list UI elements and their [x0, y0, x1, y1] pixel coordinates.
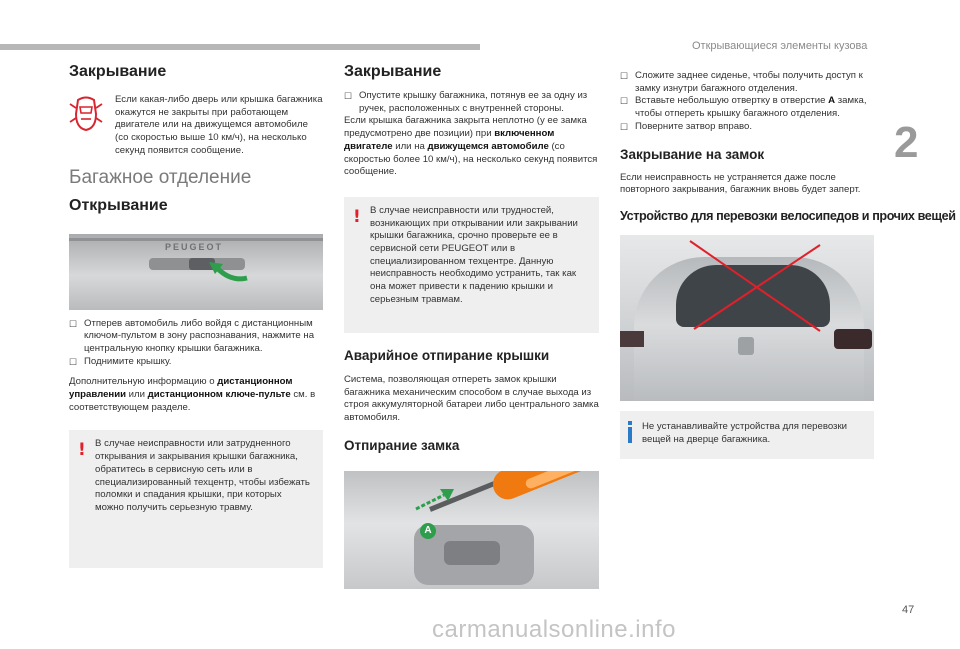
list-item: ☐ Опустите крышку багажника, потянув ее за одну из ручек, расположенных с внутренней стороны. [344, 90, 588, 114]
section-title: Открывающиеся элементы кузова [692, 40, 868, 52]
info-icon [628, 421, 632, 443]
page-number: 47 [902, 604, 915, 616]
emergency-heading: Аварийное отпирание крышки [344, 347, 550, 363]
warning-icon: ! [353, 206, 361, 227]
list-item: ☐ Поверните затвор вправо. [620, 120, 753, 132]
info-text: Не устанавливайте устройства для перевозки вещей на дверце багажника. [642, 420, 847, 445]
column-right [620, 70, 956, 459]
checkbox-bullet-icon: ☐ [620, 121, 629, 132]
label-a-badge: A [420, 523, 436, 539]
warning-box [69, 430, 323, 568]
trunk-heading: Багажное отделение [69, 166, 252, 188]
chapter-number: 2 [894, 118, 919, 167]
warning-text-2: В случае неисправности или трудностей, возникающих при открывании или закрывании крышки багажника, срочно проверьте ее в сервисной сети PEUGEOT или в специализированном техцентре. Данную неисправность необходимо устранить, так как она может привести к падению крышки и серьезным травмам. [370, 204, 578, 305]
checkbox-bullet-icon: ☐ [620, 96, 629, 107]
header-bar [0, 44, 480, 50]
column-middle [344, 62, 599, 589]
list-item: ☐ Поднимите крышку. [69, 355, 172, 367]
tailgate-button-image [69, 234, 323, 310]
opening-heading: Открывание [69, 196, 168, 214]
closing-heading: Закрывание [69, 63, 167, 80]
warning-box-2 [344, 197, 599, 333]
bike-carrier-heading: Устройство для перевозки велосипедов и прочих вещей [620, 208, 956, 223]
list-item: ☐ Сложите заднее сиденье, чтобы получить доступ к замку изнутри багажного отделения. [620, 70, 863, 94]
warning-text: В случае неисправности или затрудненного открывания и закрывания крышки багажника, обратитесь в сервисную сеть или в специализированный техцентр, чтобы избежать поломки и спадания крышки, при которых можно получить серьезную травму. [95, 438, 310, 513]
list-item: ☐ Вставьте небольшую отвертку в отверстие A замка, чтобы отпереть крышку багажного отделения. [620, 95, 867, 120]
checkbox-bullet-icon: ☐ [69, 356, 78, 367]
warning-icon: ! [78, 440, 86, 461]
insert-arrow-icon [414, 487, 456, 513]
closing-para: Если крышка багажника закрыта неплотно (у ее замка предусмотрено две позиции) при включенном двигателе или на движущемся автомобиле (со скоростью более 10 км/ч), на несколько секунд появится сообщение. [344, 115, 598, 178]
lock-text: Если неисправность не устраняется даже после повторного закрывания, багажник вновь будет заперт. [620, 171, 861, 196]
more-info-text: Дополнительную информацию о дистанционном управлении или дистанционном ключе-пульте см. в соответствующем разделе. [69, 376, 316, 413]
list-item: ☐ Отперев автомобиль либо войдя с дистанционным ключом-пультом в зону распознавания, нажмите на центральную кнопку крышки багажника. [69, 317, 315, 354]
closing-note [69, 94, 323, 158]
emergency-text: Система, позволяющая отпереть замок крышки багажника механическим способом в случае выхода из строя аккумуляторной батареи либо центрального замка автомобиля. [344, 373, 599, 424]
checkbox-bullet-icon: ☐ [620, 71, 629, 81]
tailgate-no-carrier-image [620, 235, 874, 401]
press-arrow-icon [203, 260, 251, 284]
column-left [69, 62, 323, 568]
checkbox-bullet-icon: ☐ [69, 318, 78, 329]
cross-out-icon [620, 235, 874, 401]
watermark: carmanualsonline.info [432, 616, 676, 643]
car-doors-open-icon [69, 94, 103, 134]
unlock-heading: Отпирание замка [344, 437, 460, 453]
closing-note-text: Если какая-либо дверь или крышка багажника окажутся не закрыты при работающем двигателе или на движущемся автомобиле (со скоростью выше 10 км/ч), на несколько секунд появится сообщение. [115, 94, 323, 156]
closing-heading-2: Закрывание [344, 63, 442, 80]
checkbox-bullet-icon: ☐ [344, 91, 353, 101]
lock-screwdriver-image [344, 471, 599, 589]
lock-heading: Закрывание на замок [620, 146, 765, 162]
peugeot-logo-text: PEUGEOT [165, 241, 224, 252]
info-box [620, 411, 874, 459]
